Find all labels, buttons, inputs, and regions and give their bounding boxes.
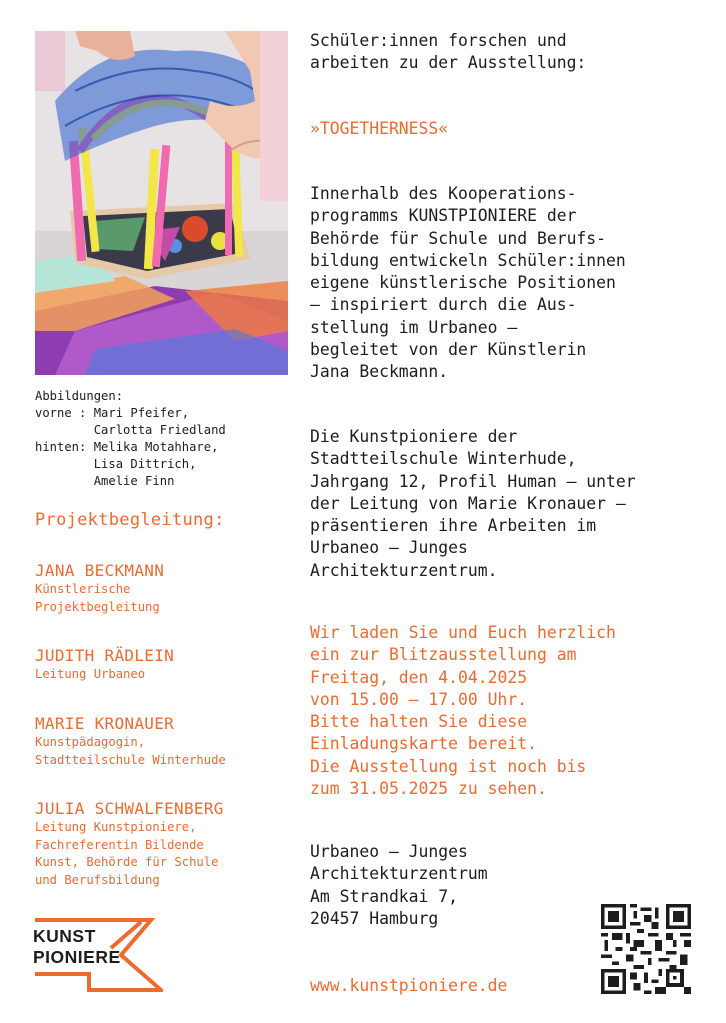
program-paragraph: Innerhalb des Kooperations- programms KUNSTPIONIERE der Behörde für Schule und Berufs- bildung entwickeln Schüler:innen eigene künstlerische Positionen – inspiriert durch die Aus- stellung im Urbaneo – begleitet von der Künstlerin Jana Beckmann. [310,184,626,382]
person-marie-kronauer [35,714,226,769]
qr-code-icon [601,904,691,994]
website-link[interactable]: www.kunstpioniere.de [310,976,508,995]
address: Urbaneo – Junges Architekturzentrum Am Strandkai 7, 20457 Hamburg [310,842,488,928]
intro-text: Schüler:innen forschen und arbeiten zu der Ausstellung: [310,31,587,73]
exhibition-title: »TOGETHERNESS« [310,119,449,138]
person-role: Kunstpädagogin, Stadtteilschule Winterhude [35,735,226,767]
person-role: Leitung Kunstpioniere, Fachreferentin Bildende Kunst, Behörde für Schule und Berufsbildung [35,820,219,887]
artwork-photo [35,31,288,375]
person-role: Künstlerische Projektbegleitung [35,582,160,614]
person-jana-beckmann [35,561,164,616]
person-name: JULIA SCHWALFENBERG [35,799,224,818]
image-credits: Abbildungen: vorne : Mari Pfeifer, Carlotta Friedland hinten: Melika Motahhare, Lisa Dittrich, Amelie Finn [35,389,226,488]
projekt-heading: Projektbegleitung: [35,510,225,530]
logo-wordmark: KUNST PIONIERE [33,926,121,967]
person-judith-raedlein [35,646,174,684]
person-name: MARIE KRONAUER [35,714,175,733]
person-name: JUDITH RÄDLEIN [35,646,175,665]
students-paragraph: Die Kunstpioniere der Stadtteilschule Winterhude, Jahrgang 12, Profil Human – unter der Leitung von Marie Kronauer – präsentieren ihre Arbeiten im Urbaneo – Junges Architekturzentrum. [310,427,636,580]
person-role: Leitung Urbaneo [35,667,146,681]
invitation-text: Wir laden Sie und Euch herzlich ein zur Blitzausstellung am Freitag, den 4.04.2025 von 15.00 – 17.00 Uhr. Bitte halten Sie diese Einladungskarte bereit. Die Ausstellung ist noch bis zum 31.05.2025 zu sehen. [310,623,616,799]
person-name: JANA BECKMANN [35,561,165,580]
person-julia-schwalfenberg [35,799,224,889]
